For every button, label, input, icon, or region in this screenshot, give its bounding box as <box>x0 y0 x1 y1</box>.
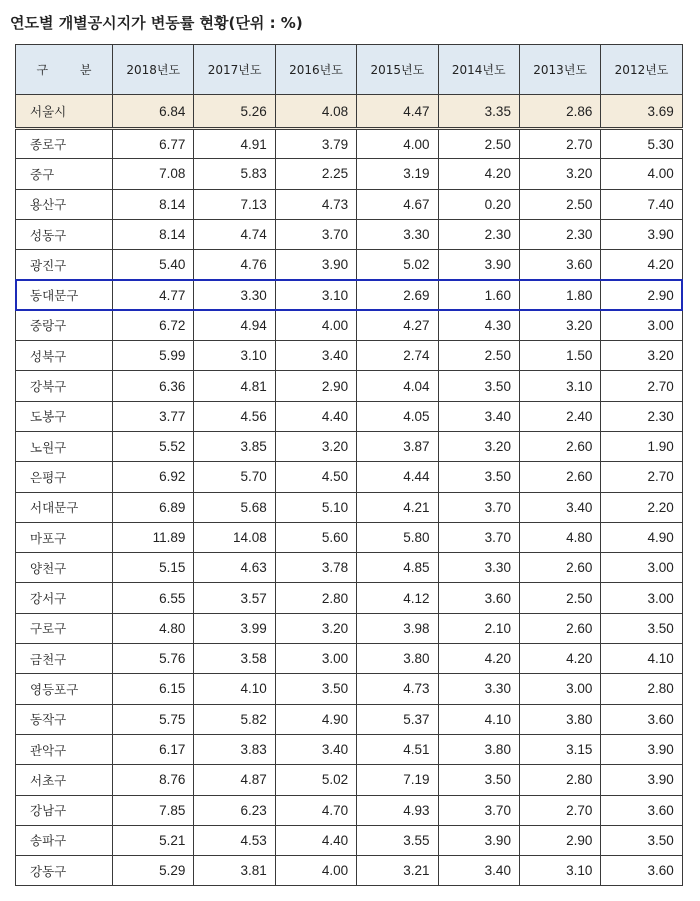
table-cell: 1.80 <box>519 280 600 310</box>
table-cell: 2.90 <box>519 825 600 855</box>
table-row <box>16 613 683 643</box>
row-label: 용산구 <box>16 189 113 219</box>
table-row <box>16 644 683 674</box>
table-cell: 3.90 <box>438 250 519 280</box>
table-cell: 5.37 <box>357 704 438 734</box>
table-row <box>16 462 683 492</box>
table-cell: 4.00 <box>275 856 356 886</box>
table-cell: 3.78 <box>275 553 356 583</box>
table-cell: 1.50 <box>519 341 600 371</box>
table-cell: 8.14 <box>113 189 194 219</box>
table-cell: 3.10 <box>275 280 356 310</box>
row-label: 노원구 <box>16 431 113 461</box>
row-label: 종로구 <box>16 129 113 159</box>
table-cell: 4.47 <box>357 95 438 129</box>
table-cell: 3.20 <box>275 613 356 643</box>
table-cell: 3.83 <box>194 734 275 764</box>
table-cell: 2.69 <box>357 280 438 310</box>
table-cell: 0.20 <box>438 189 519 219</box>
table-cell: 7.08 <box>113 159 194 189</box>
table-cell: 3.20 <box>519 310 600 340</box>
table-cell: 5.82 <box>194 704 275 734</box>
table-cell: 3.30 <box>357 219 438 249</box>
table-cell: 2.25 <box>275 159 356 189</box>
table-row <box>16 129 683 159</box>
table-cell: 3.69 <box>601 95 682 129</box>
row-label: 성북구 <box>16 341 113 371</box>
table-cell: 5.83 <box>194 159 275 189</box>
table-cell: 2.30 <box>438 219 519 249</box>
table-cell: 3.60 <box>601 795 682 825</box>
table-cell: 3.81 <box>194 856 275 886</box>
row-label: 도봉구 <box>16 401 113 431</box>
table-cell: 4.50 <box>275 462 356 492</box>
table-cell: 3.20 <box>438 431 519 461</box>
table-cell: 3.15 <box>519 734 600 764</box>
row-label: 강남구 <box>16 795 113 825</box>
table-cell: 4.87 <box>194 765 275 795</box>
table-cell: 3.50 <box>275 674 356 704</box>
row-label: 중구 <box>16 159 113 189</box>
table-cell: 5.52 <box>113 431 194 461</box>
table-cell: 5.30 <box>601 129 682 159</box>
table-cell: 2.30 <box>601 401 682 431</box>
table-cell: 2.90 <box>601 280 682 310</box>
table-cell: 3.10 <box>194 341 275 371</box>
table-cell: 2.70 <box>519 795 600 825</box>
table-cell: 3.79 <box>275 129 356 159</box>
table-cell: 2.50 <box>519 189 600 219</box>
table-cell: 2.30 <box>519 219 600 249</box>
table-cell: 5.26 <box>194 95 275 129</box>
column-header-year: 2012년도 <box>601 45 682 95</box>
table-cell: 2.70 <box>519 129 600 159</box>
table-cell: 3.87 <box>357 431 438 461</box>
table-cell: 3.30 <box>438 674 519 704</box>
table-cell: 3.35 <box>438 95 519 129</box>
row-label: 서울시 <box>16 95 113 129</box>
row-label: 송파구 <box>16 825 113 855</box>
table-cell: 3.90 <box>601 219 682 249</box>
land-price-change-table <box>15 44 683 886</box>
column-header-category: 구 분 <box>16 45 113 95</box>
row-label: 영등포구 <box>16 674 113 704</box>
table-row <box>16 401 683 431</box>
table-cell: 3.40 <box>438 401 519 431</box>
row-label: 광진구 <box>16 250 113 280</box>
table-cell: 4.30 <box>438 310 519 340</box>
table-cell: 4.20 <box>519 644 600 674</box>
row-label: 은평구 <box>16 462 113 492</box>
row-label: 강서구 <box>16 583 113 613</box>
table-cell: 4.40 <box>275 401 356 431</box>
table-cell: 3.70 <box>438 522 519 552</box>
table-cell: 4.00 <box>275 310 356 340</box>
table-cell: 7.19 <box>357 765 438 795</box>
table-cell: 6.15 <box>113 674 194 704</box>
row-label: 양천구 <box>16 553 113 583</box>
table-cell: 3.19 <box>357 159 438 189</box>
table-cell: 2.80 <box>275 583 356 613</box>
table-cell: 2.60 <box>519 431 600 461</box>
table-cell: 4.56 <box>194 401 275 431</box>
table-cell: 4.10 <box>438 704 519 734</box>
table-cell: 5.75 <box>113 704 194 734</box>
table-cell: 2.50 <box>519 583 600 613</box>
table-cell: 4.20 <box>438 644 519 674</box>
table-cell: 3.70 <box>438 795 519 825</box>
table-cell: 4.85 <box>357 553 438 583</box>
table-cell: 3.50 <box>601 613 682 643</box>
row-label: 마포구 <box>16 522 113 552</box>
row-label: 성동구 <box>16 219 113 249</box>
table-cell: 4.67 <box>357 189 438 219</box>
table-cell: 2.86 <box>519 95 600 129</box>
table-cell: 7.85 <box>113 795 194 825</box>
table-cell: 5.70 <box>194 462 275 492</box>
table-cell: 5.76 <box>113 644 194 674</box>
column-header-year: 2014년도 <box>438 45 519 95</box>
row-label: 구로구 <box>16 613 113 643</box>
table-cell: 5.29 <box>113 856 194 886</box>
table-cell: 3.10 <box>519 856 600 886</box>
table-cell: 3.55 <box>357 825 438 855</box>
table-cell: 3.90 <box>601 765 682 795</box>
table-cell: 2.70 <box>601 371 682 401</box>
table-row <box>16 704 683 734</box>
table-cell: 3.60 <box>601 704 682 734</box>
table-cell: 1.60 <box>438 280 519 310</box>
table-cell: 2.20 <box>601 492 682 522</box>
table-cell: 3.00 <box>601 553 682 583</box>
table-cell: 4.00 <box>601 159 682 189</box>
row-label: 서대문구 <box>16 492 113 522</box>
table-cell: 4.93 <box>357 795 438 825</box>
table-cell: 2.40 <box>519 401 600 431</box>
table-cell: 2.80 <box>601 674 682 704</box>
table-cell: 5.02 <box>275 765 356 795</box>
table-cell: 6.89 <box>113 492 194 522</box>
table-cell: 4.00 <box>357 129 438 159</box>
table-cell: 6.17 <box>113 734 194 764</box>
table-cell: 5.02 <box>357 250 438 280</box>
table-cell: 14.08 <box>194 522 275 552</box>
table-cell: 2.70 <box>601 462 682 492</box>
row-label: 관악구 <box>16 734 113 764</box>
table-cell: 2.74 <box>357 341 438 371</box>
table-row <box>16 219 683 249</box>
table-cell: 2.50 <box>438 341 519 371</box>
table-row <box>16 189 683 219</box>
table-cell: 4.12 <box>357 583 438 613</box>
table-row <box>16 159 683 189</box>
column-header-year: 2016년도 <box>275 45 356 95</box>
table-cell: 6.55 <box>113 583 194 613</box>
table-cell: 3.30 <box>438 553 519 583</box>
table-row <box>16 280 683 310</box>
table-cell: 6.23 <box>194 795 275 825</box>
table-cell: 3.70 <box>275 219 356 249</box>
row-label: 서초구 <box>16 765 113 795</box>
table-row <box>16 583 683 613</box>
table-cell: 5.99 <box>113 341 194 371</box>
row-label: 금천구 <box>16 644 113 674</box>
table-cell: 4.10 <box>601 644 682 674</box>
table-cell: 4.63 <box>194 553 275 583</box>
table-cell: 2.60 <box>519 613 600 643</box>
table-cell: 4.70 <box>275 795 356 825</box>
table-cell: 3.60 <box>519 250 600 280</box>
table-cell: 4.77 <box>113 280 194 310</box>
table-cell: 7.40 <box>601 189 682 219</box>
table-cell: 5.80 <box>357 522 438 552</box>
table-cell: 5.68 <box>194 492 275 522</box>
table-cell: 3.60 <box>438 583 519 613</box>
table-row <box>16 492 683 522</box>
table-cell: 3.40 <box>275 734 356 764</box>
column-header-year: 2013년도 <box>519 45 600 95</box>
table-cell: 6.36 <box>113 371 194 401</box>
table-cell: 3.80 <box>357 644 438 674</box>
table-cell: 2.90 <box>275 371 356 401</box>
page-title: 연도별 개별공시지가 변동률 현황(단위 : %) <box>10 14 303 32</box>
table-cell: 3.20 <box>601 341 682 371</box>
table-cell: 8.14 <box>113 219 194 249</box>
table-row <box>16 553 683 583</box>
table-cell: 3.58 <box>194 644 275 674</box>
table-row <box>16 765 683 795</box>
table-cell: 4.20 <box>438 159 519 189</box>
table-cell: 3.10 <box>519 371 600 401</box>
table-cell: 6.84 <box>113 95 194 129</box>
table-cell: 4.44 <box>357 462 438 492</box>
table-cell: 3.57 <box>194 583 275 613</box>
table-cell: 3.21 <box>357 856 438 886</box>
table-row <box>16 795 683 825</box>
row-label: 동작구 <box>16 704 113 734</box>
table-cell: 3.40 <box>438 856 519 886</box>
table-cell: 5.21 <box>113 825 194 855</box>
table-cell: 3.85 <box>194 431 275 461</box>
table-cell: 8.76 <box>113 765 194 795</box>
table-cell: 5.40 <box>113 250 194 280</box>
table-cell: 4.80 <box>113 613 194 643</box>
table-cell: 4.27 <box>357 310 438 340</box>
table-cell: 3.40 <box>519 492 600 522</box>
table-cell: 4.74 <box>194 219 275 249</box>
table-cell: 6.72 <box>113 310 194 340</box>
table-cell: 3.20 <box>275 431 356 461</box>
table-row <box>16 310 683 340</box>
table-cell: 4.04 <box>357 371 438 401</box>
table-cell: 7.13 <box>194 189 275 219</box>
table-cell: 4.81 <box>194 371 275 401</box>
table-cell: 3.90 <box>438 825 519 855</box>
table-cell: 3.30 <box>194 280 275 310</box>
table-row <box>16 371 683 401</box>
row-label: 강동구 <box>16 856 113 886</box>
summary-row-seoul <box>16 95 683 129</box>
table-cell: 6.92 <box>113 462 194 492</box>
table-cell: 3.90 <box>601 734 682 764</box>
table-cell: 4.10 <box>194 674 275 704</box>
table-cell: 4.53 <box>194 825 275 855</box>
table-row <box>16 250 683 280</box>
table-cell: 4.40 <box>275 825 356 855</box>
table-cell: 3.00 <box>601 583 682 613</box>
column-header-year: 2018년도 <box>113 45 194 95</box>
table-cell: 4.90 <box>601 522 682 552</box>
table-cell: 2.80 <box>519 765 600 795</box>
table-row <box>16 341 683 371</box>
table-cell: 2.60 <box>519 553 600 583</box>
table-cell: 5.15 <box>113 553 194 583</box>
table-cell: 3.50 <box>601 825 682 855</box>
table-cell: 4.76 <box>194 250 275 280</box>
row-label: 동대문구 <box>16 280 113 310</box>
header-row <box>16 45 683 95</box>
table-cell: 4.73 <box>357 674 438 704</box>
table-cell: 3.00 <box>275 644 356 674</box>
table-cell: 3.80 <box>438 734 519 764</box>
table-cell: 4.20 <box>601 250 682 280</box>
table-cell: 3.60 <box>601 856 682 886</box>
table-row <box>16 431 683 461</box>
table-row <box>16 734 683 764</box>
table-cell: 3.77 <box>113 401 194 431</box>
table-cell: 1.90 <box>601 431 682 461</box>
table-cell: 5.10 <box>275 492 356 522</box>
table-cell: 3.00 <box>519 674 600 704</box>
table-cell: 2.60 <box>519 462 600 492</box>
column-header-year: 2017년도 <box>194 45 275 95</box>
table-cell: 2.50 <box>438 129 519 159</box>
table-cell: 3.90 <box>275 250 356 280</box>
table-cell: 3.99 <box>194 613 275 643</box>
table-row <box>16 522 683 552</box>
table-cell: 3.00 <box>601 310 682 340</box>
table-cell: 5.60 <box>275 522 356 552</box>
table-cell: 2.10 <box>438 613 519 643</box>
table-row <box>16 674 683 704</box>
table-cell: 4.80 <box>519 522 600 552</box>
table-cell: 4.90 <box>275 704 356 734</box>
table-cell: 3.80 <box>519 704 600 734</box>
table-cell: 3.50 <box>438 371 519 401</box>
table-cell: 4.51 <box>357 734 438 764</box>
table-cell: 11.89 <box>113 522 194 552</box>
table-cell: 4.21 <box>357 492 438 522</box>
table-cell: 3.70 <box>438 492 519 522</box>
row-label: 강북구 <box>16 371 113 401</box>
table-cell: 4.05 <box>357 401 438 431</box>
table-cell: 3.50 <box>438 765 519 795</box>
table-cell: 4.08 <box>275 95 356 129</box>
row-label: 중랑구 <box>16 310 113 340</box>
table-cell: 4.73 <box>275 189 356 219</box>
table-cell: 3.20 <box>519 159 600 189</box>
table-cell: 3.50 <box>438 462 519 492</box>
table-cell: 4.94 <box>194 310 275 340</box>
column-header-year: 2015년도 <box>357 45 438 95</box>
table-cell: 3.98 <box>357 613 438 643</box>
table-row <box>16 856 683 886</box>
table-cell: 4.91 <box>194 129 275 159</box>
table-row <box>16 825 683 855</box>
table-cell: 3.40 <box>275 341 356 371</box>
table-cell: 6.77 <box>113 129 194 159</box>
